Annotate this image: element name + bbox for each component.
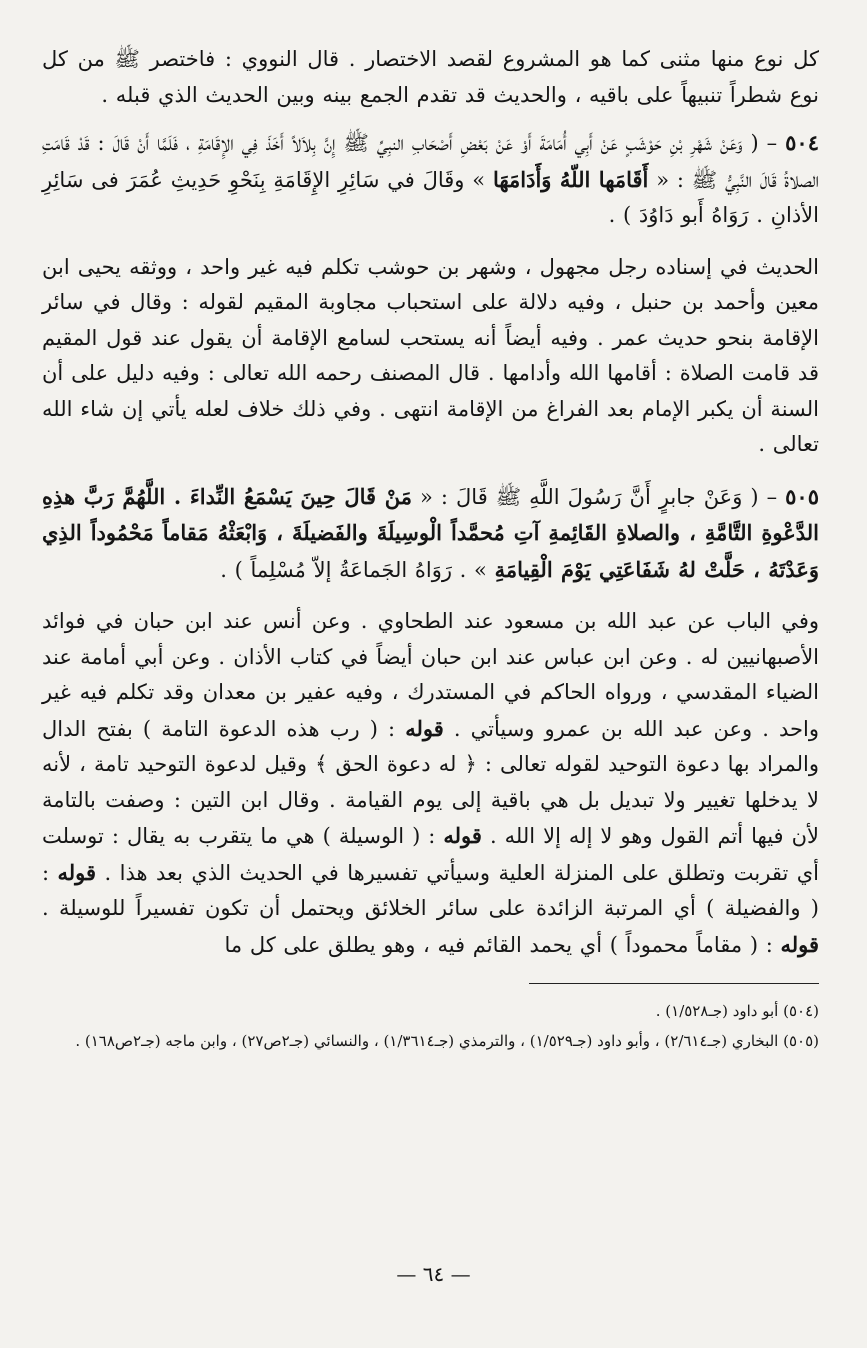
qawluh-label: قوله (443, 823, 482, 848)
footnotes (42, 996, 819, 1056)
commentary-text: الحديث في إسناده رجل مجهول ، وشهر بن حوشب تكلم فيه غير واحد ، ووثقه يحيى ابن معين وأحمد بن حنبل ، وفيه دلالة على استحباب مجاوبة المقيم لقوله : وقال في سائر الإقامة بنحو حديث عمر . وفيه أيضاً أنه يستحب لسامع الإقامة أن يقول عند قول المقيم قد قامت الصلاة : أقامها الله وأدامها . قال المصنف رحمه الله تعالى : وفيه دليل على أن السنة أن يكبر الإمام بعد الفراغ من الإقامة انتهى . وفي ذلك خلاف لعله يأتي إن شاء الله تعالى . (42, 254, 819, 456)
commentary-text: كل نوع منها مثنى كما هو المشروع لقصد الاختصار . قال النووي : فاختصر ﷺ من كل نوع شطراً تنبيهاً على باقيه ، والحديث قد تقدم الجمع بينه وبين الحديث الذي قبله . (42, 47, 819, 107)
commentary-text: : ( والفضيلة ) أي المرتبة الزائدة على سائر الخلائق ويحتمل أن تكون تفسيراً للوسيلة . (42, 860, 819, 920)
commentary-text: : ( رب هذه الدعوة التامة ) بفتح الدال والمراد بها دعوة التوحيد لقوله تعالى : ﴿ له دعوة الحق ﴾ وقيل لدعوة التوحيد تامة ، لأنه لا يدخلها تغيير ولا تبديل بل هي باقية إلى يوم القيامة . وقال ابن التين : وصفت بالتامة لأن فيها أتم القول وهو لا إله إلا الله . (42, 716, 820, 848)
footnote-504: (٥٠٤) أبو داود (جـ١/٥٢٨) . (655, 1002, 819, 1020)
hadith-504 (42, 125, 819, 234)
qawluh-label: قوله (780, 931, 819, 957)
commentary-text: : ( الوسيلة ) هي ما يتقرب به يقال : توسلت أي تقربت وتطلق على المنزلة العلية وسيأتي تفسيرها في الحديث الذي بعد هذا . (42, 824, 819, 885)
hadith-505 (42, 479, 819, 589)
commentary-text: وفي الباب عن عبد الله بن مسعود عند الطحاوي . وعن أنس عند ابن حبان في فوائد الأصبهانيين له . وعن ابن عباس عند ابن حبان أيضاً في كتاب الأذان . وعن أبي أمامة عند الضياء المقدسي ، ورواه الحاكم في المستدرك ، وفيه عفير بن معدان وقد تكلم فيه غير واحد . وعن عبد الله بن عمرو وسيأتي . (42, 609, 819, 741)
page-number: — ٦٤ — (396, 1262, 471, 1286)
commentary-paragraph-2 (42, 250, 819, 463)
hadith-quote: مَنْ قَالَ حِينَ يَسْمَعُ النِّداءَ . اللَّهُمَّ رَبَّ هذِهِ الدَّعْوةِ التَّامَّةِ ، والصلاةِ القَائِمةِ آتِ مُحمَّداً الْوسِيلَةَ والفَضيلَةَ ، وَابْعَثْهُ مَقاماً مَحْمُوداً الذِي وَعَدْتَهُ ، حَلَّتْ لهُ شَفَاعَتِي يَوْمَ الْقِيامَةِ (42, 483, 819, 582)
hadith-number: ٥٠٥ (785, 483, 819, 509)
commentary-paragraph-1 (42, 42, 819, 113)
hadith-text-end: » وقَالَ في سَائِرِ الإِقَامَةِ بِنَحْوِ حَدِيثِ عُمَرَ فى سَائِرِ الأذانِ . رَوَاهُ أَبو دَاوُدَ ) . (42, 167, 819, 227)
qawluh-label: قوله (405, 715, 444, 741)
commentary-text: : ( مقاماً محموداً ) أي يحمد القائم فيه ، وهو يطلق على كل ما (224, 932, 781, 957)
hadith-quote: أَقَامَها اللّهُ وَأَدَامَهَا (492, 166, 649, 192)
hadith-number: ٥٠٤ (785, 130, 819, 155)
hadith-text: – ( وَعَنْ شَهْرِ بْنِ حَوْشَبٍ عَنْ أَبِي أُمَامَةَ أَوْ عَنْ بَعْضِ أَصْحَابِ النبِيِّ ﷺ إِنَّ بِلاَلاً أَخَذَ فِي الإِقَامَةِ ، فَلَمَّا أَنْ قَالَ : قَدْ قَامَتِ الصلاةُ قَالَ النَّبِيُّ ﷺ : « (42, 131, 819, 192)
hadith-text-end: » . رَوَاهُ الجَماعَةُ إلاّ مُسْلِماً ) . (220, 557, 495, 582)
qawluh-label: قوله (57, 859, 97, 885)
commentary-paragraph-3 (42, 604, 819, 963)
hadith-text: – ( وَعَنْ جابرٍ أَنَّ رَسُولَ اللَّهِ ﷺ قَالَ : « (412, 484, 786, 509)
footnote-divider (529, 983, 819, 984)
footnote-505: (٥٠٥) البخاري (جـ٢/٦١٤) ، وأبو داود (جـ١/٥٢٩) ، والترمذي (جـ١/٣٦١٤) ، والنسائي (جـ٢ص٢٧) ، وابن ماجه (جـ٢ص١٦٨) . (75, 1032, 819, 1050)
